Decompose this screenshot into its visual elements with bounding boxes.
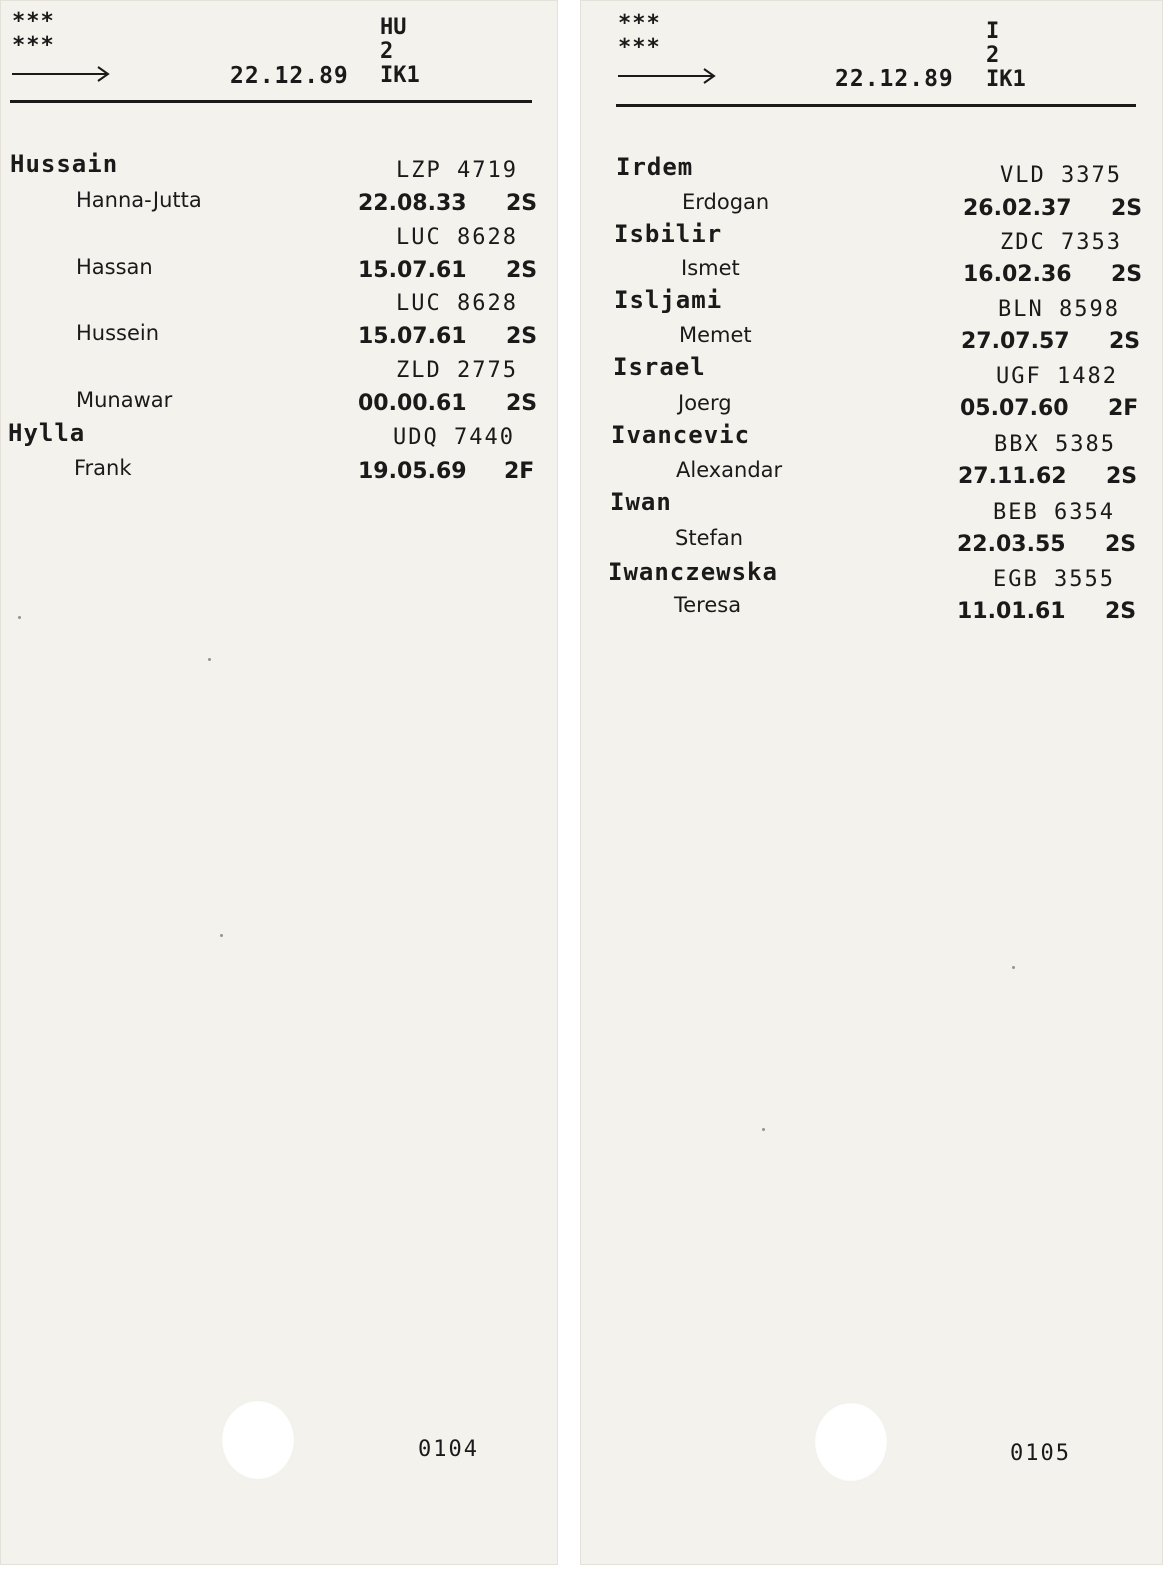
entry-dob: 00.00.61 [358, 391, 467, 416]
entry-status: 2S [506, 391, 538, 416]
entry-dob: 22.03.55 [957, 532, 1066, 557]
entry-status: 2F [504, 459, 535, 484]
entry-dob: 15.07.61 [358, 258, 467, 283]
entry-surname: Irdem [616, 153, 694, 181]
entry-dob: 15.07.61 [358, 324, 467, 349]
entry-status: 2F [1108, 396, 1139, 421]
card-0104 [0, 0, 558, 1565]
punch-hole [221, 1400, 295, 1480]
entry-given-name: Hanna-Jutta [76, 188, 202, 212]
card-number: 0105 [1010, 1441, 1071, 1466]
entry-dob: 22.08.33 [358, 191, 467, 216]
entry-id: UDQ 7440 [393, 425, 515, 450]
paper-speck [1012, 966, 1015, 969]
entry-id: BBX 5385 [994, 432, 1116, 457]
entry-dob: 27.11.62 [958, 464, 1067, 489]
header-rule [10, 100, 532, 103]
entry-id: BLN 8598 [998, 297, 1120, 322]
entry-surname: Isbilir [614, 220, 723, 248]
entry-dob: 11.01.61 [957, 599, 1066, 624]
entry-id: LUC 8628 [396, 225, 518, 250]
entry-given-name: Stefan [675, 526, 744, 550]
entry-id: LUC 8628 [396, 291, 518, 316]
entry-given-name: Hassan [76, 255, 153, 279]
header-code [986, 20, 1026, 92]
punch-hole [814, 1402, 888, 1482]
entry-status: 2S [506, 324, 538, 349]
code-line-1: I [986, 19, 1000, 44]
header-rule [616, 104, 1136, 107]
entry-given-name: Erdogan [682, 190, 770, 214]
header-code [380, 16, 420, 88]
entry-given-name: Teresa [674, 593, 742, 617]
entry-given-name: Memet [679, 323, 752, 347]
stars-line-1: *** [12, 9, 55, 34]
entry-status: 2S [1109, 329, 1141, 354]
code-line-3: IK1 [986, 67, 1026, 92]
paper-speck [762, 1128, 765, 1131]
entry-surname: Hylla [8, 419, 86, 447]
entry-surname: Isljami [614, 286, 723, 314]
header-date: 22.12.89 [835, 66, 954, 92]
entry-status: 2S [506, 191, 538, 216]
entry-dob: 26.02.37 [963, 196, 1072, 221]
entry-given-name: Frank [74, 456, 132, 480]
code-line-2: 2 [986, 43, 1000, 68]
header-stars [12, 10, 55, 58]
stars-line-1: *** [618, 11, 661, 36]
code-line-1: HU [380, 15, 407, 40]
entry-status: 2S [1105, 532, 1137, 557]
entry-surname: Hussain [10, 150, 119, 178]
entry-dob: 16.02.36 [963, 262, 1072, 287]
entry-id: BEB 6354 [993, 500, 1115, 525]
card-0105 [580, 0, 1163, 1565]
entry-id: ZLD 2775 [396, 358, 518, 383]
header-date: 22.12.89 [230, 63, 349, 89]
entry-dob: 19.05.69 [358, 459, 467, 484]
entry-id: EGB 3555 [993, 567, 1115, 592]
entry-status: 2S [1105, 599, 1137, 624]
paper-speck [220, 934, 223, 937]
entry-id: UGF 1482 [996, 364, 1118, 389]
entry-surname: Iwan [610, 488, 672, 516]
card-number: 0104 [418, 1437, 479, 1462]
entry-given-name: Joerg [678, 391, 732, 415]
stars-line-2: *** [618, 35, 661, 60]
entry-status: 2S [1111, 196, 1143, 221]
entry-dob: 27.07.57 [961, 329, 1070, 354]
entry-given-name: Ismet [681, 256, 740, 280]
entry-id: ZDC 7353 [1000, 230, 1122, 255]
entry-surname: Iwanczewska [608, 558, 778, 586]
entry-status: 2S [1106, 464, 1138, 489]
header-stars [618, 12, 661, 60]
entry-status: 2S [506, 258, 538, 283]
entry-given-name: Munawar [76, 388, 173, 412]
entry-given-name: Alexandar [676, 458, 783, 482]
entry-surname: Israel [613, 353, 706, 381]
entry-status: 2S [1111, 262, 1143, 287]
code-line-2: 2 [380, 39, 394, 64]
entry-dob: 05.07.60 [960, 396, 1069, 421]
entry-id: VLD 3375 [1000, 163, 1122, 188]
code-line-3: IK1 [380, 63, 420, 88]
arrow-icon [12, 64, 112, 84]
entry-surname: Ivancevic [611, 421, 751, 449]
arrow-icon [618, 66, 718, 86]
entry-id: LZP 4719 [396, 158, 518, 183]
paper-speck [208, 658, 211, 661]
entry-given-name: Hussein [76, 321, 160, 345]
paper-speck [18, 616, 21, 619]
stars-line-2: *** [12, 33, 55, 58]
